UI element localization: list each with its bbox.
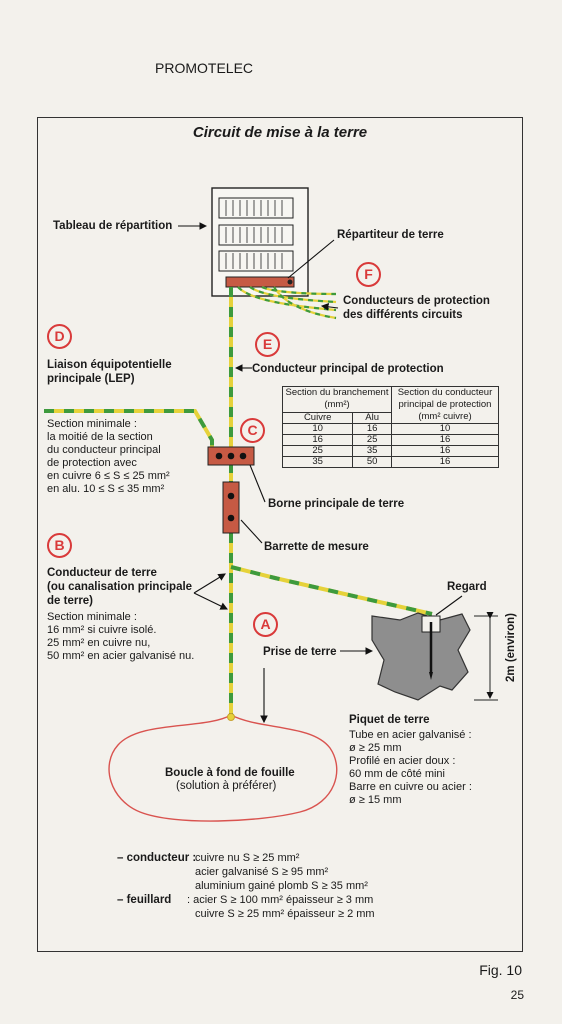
- table-sub-cuivre: Cuivre: [283, 412, 353, 423]
- marker-e: E: [255, 332, 280, 357]
- lep-min-section-notes: Section minimale : la moitié de la section du conducteur principal de protection avec en cuivre 6 ≤ S ≤ 25 mm² en alu. 10 ≤ S ≤ 35 mm²: [47, 418, 170, 495]
- page-header: PROMOTELEC: [155, 60, 254, 76]
- figure-number: Fig. 10: [479, 962, 522, 978]
- label-main-protection-conductor: Conducteur principal de protection: [252, 363, 444, 375]
- label-foundation-loop: Boucle à fond de fouille: [165, 767, 295, 779]
- label-earth-conductor-3: de terre): [47, 595, 94, 607]
- label-distribution-panel: Tableau de répartition: [53, 220, 173, 232]
- table-row: 35 50 16: [283, 457, 499, 468]
- table-row: 16 25 16: [283, 435, 499, 446]
- page-number: 25: [510, 988, 524, 1002]
- marker-a: A: [253, 612, 278, 637]
- label-earth-distributor: Répartiteur de terre: [337, 229, 444, 241]
- table-header-branchement: Section du branchement (mm²): [283, 387, 392, 413]
- ground-block: [372, 613, 470, 700]
- marker-d: D: [47, 324, 72, 349]
- label-earth-conductor-2: (ou canalisation principale: [47, 581, 193, 593]
- table-row: 10 16 10: [283, 424, 499, 435]
- spec-strip-lines: : acier S ≥ 100 mm² épaisseur ≥ 3 mm cuivre S ≥ 25 mm² épaisseur ≥ 2 mm: [187, 894, 375, 920]
- table-sub-alu: Alu: [353, 412, 392, 423]
- label-lep-1: Liaison équipotentielle: [47, 359, 172, 371]
- table-row: 25 35 16: [283, 446, 499, 457]
- label-earth-rod: Piquet de terre: [349, 714, 430, 726]
- label-circuit-conductors-2: des différents circuits: [343, 309, 463, 321]
- label-earth-conductor-1: Conducteur de terre: [47, 567, 157, 579]
- label-earth-electrode: Prise de terre: [263, 646, 337, 658]
- marker-f: F: [356, 262, 381, 287]
- section-table: [282, 386, 499, 468]
- spec-conductor-lines: cuivre nu S ≥ 25 mm² acier galvanisé S ≥ 95 mm² aluminium gainé plomb S ≥ 35 mm²: [195, 852, 368, 892]
- label-circuit-conductors-1: Conducteurs de protection: [343, 295, 490, 307]
- label-lep-2: principale (LEP): [47, 373, 135, 385]
- earth-rod-notes: Tube en acier galvanisé : ø ≥ 25 mm Profilé en acier doux : 60 mm de côté mini Barre en cuivre ou acier : ø ≥ 15 mm: [349, 729, 472, 806]
- label-measuring-link: Barrette de mesure: [264, 541, 369, 553]
- marker-c: C: [240, 418, 265, 443]
- main-earth-terminal: [208, 447, 254, 465]
- spec-conductor-label: – conducteur :: [117, 852, 197, 864]
- label-inspection-pit: Regard: [447, 581, 487, 593]
- depth-dimension: [474, 616, 498, 700]
- spec-strip-label: – feuillard: [117, 894, 172, 906]
- earth-conductor-min-section-notes: Section minimale : 16 mm² si cuivre isolé. 25 mm² en cuivre nu, 50 mm² en acier galvanisé nu.: [47, 611, 195, 662]
- measuring-link: [223, 482, 239, 533]
- marker-b: B: [47, 533, 72, 558]
- label-main-earth-terminal: Borne principale de terre: [268, 498, 405, 510]
- label-depth: 2m (environ): [505, 612, 517, 682]
- distribution-panel: [212, 188, 308, 296]
- label-foundation-loop-note: (solution à préférer): [176, 780, 277, 792]
- diagram-title: Circuit de mise à la terre: [192, 124, 368, 141]
- table-header-protection: Section du conducteur principal de protection (mm² cuivre): [392, 387, 499, 424]
